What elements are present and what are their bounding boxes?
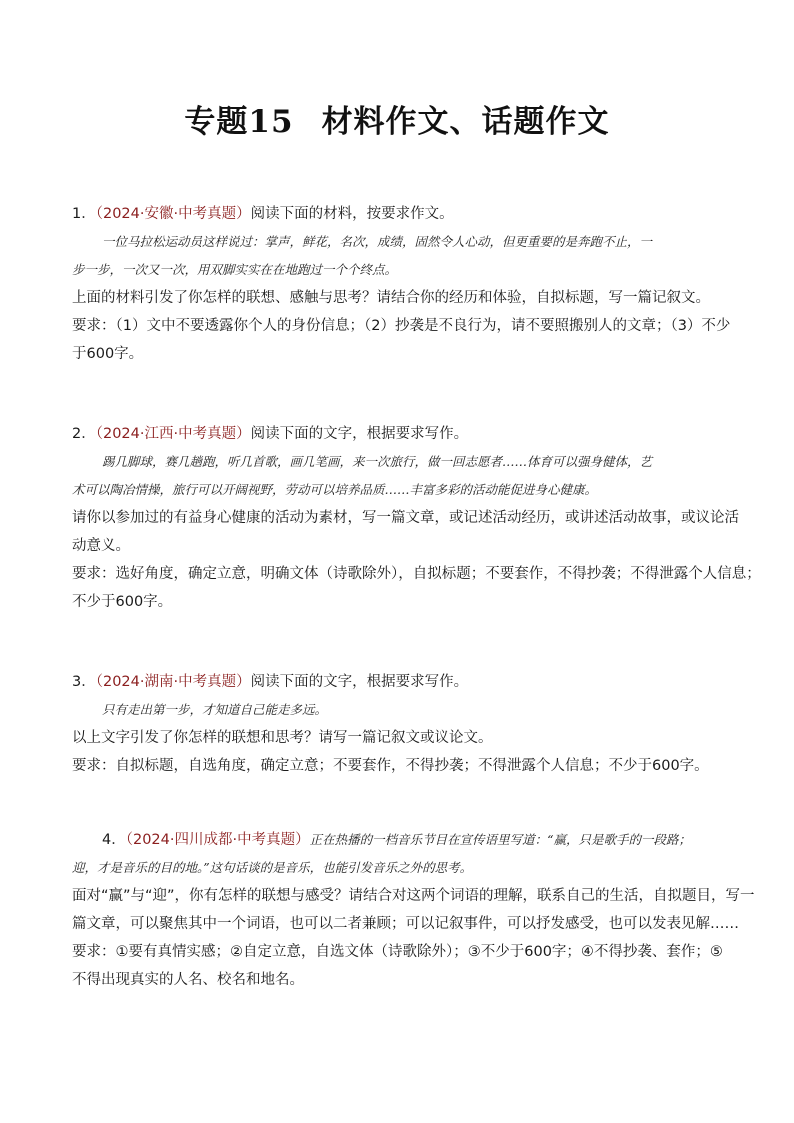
question-prompt: 阅读下面的文字，根据要求写作。 [250, 426, 469, 442]
material-line: 迎，才是音乐的目的地。”这句话谈的是音乐，也能引发音乐之外的思考。 [72, 860, 473, 875]
question-3-header [72, 668, 722, 696]
material-line: 步一步，一次又一次，用双脚实实在在地跑过一个个终点。 [72, 262, 398, 277]
material-line: 踢几脚球，赛几趟跑，听几首歌，画几笔画，来一次旅行，做一回志愿者……体育可以强身健体，艺 [102, 454, 653, 469]
question-3 [72, 668, 722, 780]
instruction-line: 以上文字引发了你怎样的联想和思考？请写一篇记叙文或议论文。 [72, 730, 493, 746]
requirement-line: 要求：（1）文中不要透露你个人的身份信息；（2）抄袭是不良行为，请不要照搬别人的文章；（3）不少 [72, 318, 731, 334]
question-2-header [72, 420, 722, 448]
title-topic-name: 材料作文、话题作文 [321, 104, 610, 140]
question-source: （2024·湖南·中考真题） [95, 674, 251, 690]
question-source: （2024·四川成都·中考真题） [125, 832, 310, 848]
instruction-line: 面对“赢”与“迎”，你有怎样的联想与感受？请结合对这两个词语的理解，联系自己的生活，自拟题目，写一 [72, 888, 755, 904]
question-prompt: 正在热播的一档音乐节目在宣传语里写道：“赢，只是歌手的一段路； [309, 832, 692, 847]
requirement-line: 不得出现真实的人名、校名和地名。 [72, 972, 304, 988]
question-4-header [72, 826, 722, 854]
question-number: 4． [102, 832, 126, 848]
question-prompt: 阅读下面的材料，按要求作文。 [250, 206, 454, 222]
material-line: 术可以陶冶情操，旅行可以开阔视野，劳动可以培养品质……丰富多彩的活动能促进身心健康。 [72, 482, 598, 497]
question-number: 3． [72, 674, 96, 690]
instruction-line: 动意义。 [72, 538, 130, 554]
instruction-line: 篇文章，可以聚焦其中一个词语，也可以二者兼顾；可以记叙事件，可以抒发感受，也可以发表见解…… [72, 916, 739, 932]
requirement-line: 要求：自拟标题，自选角度，确定立意；不要套作，不得抄袭；不得泄露个人信息；不少于600字。 [72, 758, 709, 774]
title-topic-number: 专题15 [184, 104, 294, 140]
question-source: （2024·江西·中考真题） [95, 426, 251, 442]
requirement-line: 要求：①要有真情实感；②自定立意，自选文体（诗歌除外）；③不少于600字；④不得抄袭、套作；⑤ [72, 944, 723, 960]
question-number: 2． [72, 426, 96, 442]
question-1-header [72, 200, 722, 228]
requirement-line: 要求：选好角度，确定立意，明确文体（诗歌除外），自拟标题；不要套作，不得抄袭；不得泄露个人信息； [72, 566, 761, 582]
question-source: （2024·安徽·中考真题） [95, 206, 251, 222]
instruction-line: 上面的材料引发了你怎样的联想、感触与思考？请结合你的经历和体验，自拟标题，写一篇记叙文。 [72, 290, 710, 306]
question-number: 1． [72, 206, 96, 222]
requirement-line: 于600字。 [72, 346, 144, 362]
material-line: 一位马拉松运动员这样说过：掌声，鲜花，名次，成绩，固然令人心动，但更重要的是奔跑不止，一 [102, 234, 653, 249]
material-line: 只有走出第一步，才知道自己能走多远。 [102, 702, 328, 717]
question-prompt: 阅读下面的文字，根据要求写作。 [250, 674, 469, 690]
page-title [0, 96, 794, 141]
question-2 [72, 420, 761, 616]
question-1 [72, 200, 731, 368]
requirement-line: 不少于600字。 [72, 594, 173, 610]
question-4 [72, 826, 755, 994]
instruction-line: 请你以参加过的有益身心健康的活动为素材，写一篇文章，或记述活动经历，或讲述活动故事，或议论活 [72, 510, 739, 526]
